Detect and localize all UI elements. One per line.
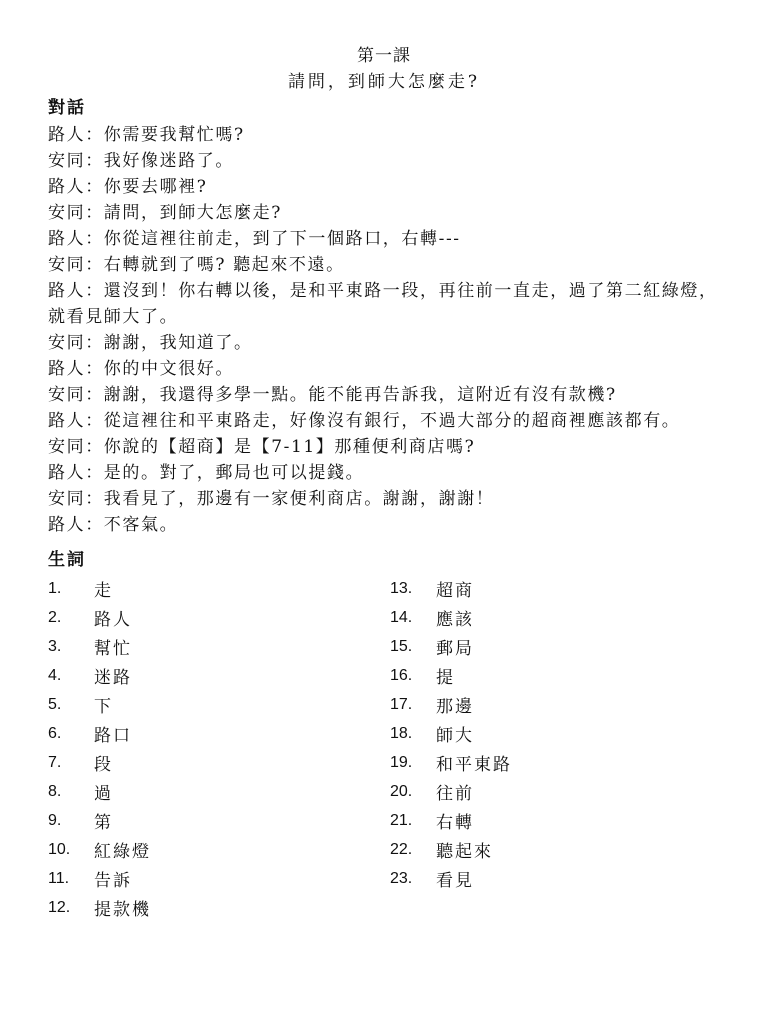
vocab-item: [48, 864, 151, 893]
vocab-item: [48, 893, 151, 922]
vocab-item: [48, 748, 151, 777]
vocab-item: [390, 719, 512, 748]
dialog-line: 安同：右轉就到了嗎? 聽起來不遠。: [48, 255, 345, 275]
vocab-item: [48, 690, 151, 719]
vocab-number: 4.: [48, 666, 62, 684]
vocab-number: 18.: [390, 724, 413, 742]
dialog-line: 路人：還沒到！你右轉以後，是和平東路一段，再往前一直走，過了第二紅綠燈，就看見師大了。: [48, 281, 718, 327]
vocab-number: 10.: [48, 840, 71, 858]
dialog-line: 路人：從這裡往和平東路走，好像沒有銀行，不過大部分的超商裡應該都有。: [48, 411, 681, 431]
vocab-number: 22.: [390, 840, 413, 858]
dialog-heading: 對話: [48, 98, 86, 118]
vocab-number: 13.: [390, 579, 413, 597]
vocab-number: 11.: [48, 869, 70, 887]
vocab-number: 12.: [48, 898, 71, 916]
vocab-heading: 生詞: [48, 550, 86, 570]
dialog-line: 路人：你要去哪裡?: [48, 177, 208, 197]
vocab-number: 15.: [390, 637, 413, 655]
dialog-line: 安同：我好像迷路了。: [48, 151, 234, 171]
vocab-word: 迷路: [94, 668, 132, 688]
vocab-word: 看見: [436, 871, 474, 891]
vocab-item: [390, 603, 512, 632]
dialog-line: 路人：你的中文很好。: [48, 359, 234, 379]
vocab-word: 紅綠燈: [94, 842, 151, 862]
vocab-word: 師大: [436, 726, 474, 746]
vocab-number: 7.: [48, 753, 62, 771]
vocab-word: 應該: [436, 610, 474, 630]
dialog-line: 安同：你說的【超商】是【7-11】那種便利商店嗎?: [48, 437, 476, 457]
vocab-list-left: [48, 574, 151, 922]
vocab-item: [48, 661, 151, 690]
vocab-word: 告訴: [94, 871, 132, 891]
vocab-number: 20.: [390, 782, 413, 800]
vocab-item: [390, 690, 512, 719]
vocab-number: 1.: [48, 579, 62, 597]
vocab-number: 23.: [390, 869, 413, 887]
dialog-line: 路人：你需要我幫忙嗎?: [48, 125, 245, 145]
vocab-word: 和平東路: [436, 755, 512, 775]
dialog-line: 安同：謝謝，我還得多學一點。能不能再告訴我，這附近有沒有款機?: [48, 385, 617, 405]
vocab-number: 9.: [48, 811, 62, 829]
vocab-item: [390, 806, 512, 835]
vocab-word: 路口: [94, 726, 132, 746]
vocab-word: 走: [94, 581, 113, 601]
vocab-item: [48, 603, 151, 632]
vocab-number: 5.: [48, 695, 62, 713]
dialog-line: 路人：是的。對了，郵局也可以提錢。: [48, 463, 365, 483]
vocab-word: 幫忙: [94, 639, 132, 659]
vocab-number: 8.: [48, 782, 62, 800]
dialog-section: [48, 122, 720, 538]
vocab-item: [48, 719, 151, 748]
vocab-number: 16.: [390, 666, 413, 684]
lesson-title: 請問，到師大怎麼走?: [287, 72, 481, 92]
vocab-item: [390, 748, 512, 777]
vocab-item: [390, 661, 512, 690]
vocab-item: [48, 777, 151, 806]
vocab-word: 往前: [436, 784, 474, 804]
dialog-line: 路人：不客氣。: [48, 515, 179, 535]
vocab-word: 過: [94, 784, 113, 804]
vocab-item: [48, 574, 151, 603]
dialog-line: 安同：謝謝，我知道了。: [48, 333, 253, 353]
vocab-word: 第: [94, 813, 113, 833]
vocab-number: 2.: [48, 608, 62, 626]
vocab-list-right: [390, 574, 512, 893]
vocab-word: 段: [94, 755, 113, 775]
vocab-word: 下: [94, 697, 113, 717]
dialog-line: 安同：請問，到師大怎麼走?: [48, 203, 282, 223]
vocab-number: 6.: [48, 724, 62, 742]
vocab-word: 路人: [94, 610, 132, 630]
vocab-word: 聽起來: [436, 842, 493, 862]
dialog-line: 安同：我看見了，那邊有一家便利商店。謝謝，謝謝！: [48, 489, 495, 509]
vocab-word: 提: [436, 668, 455, 688]
vocab-word: 提款機: [94, 900, 151, 920]
vocab-number: 19.: [390, 753, 413, 771]
vocab-number: 17.: [390, 695, 413, 713]
vocab-item: [390, 835, 512, 864]
vocab-word: 超商: [436, 581, 474, 601]
vocab-item: [48, 632, 151, 661]
vocab-number: 3.: [48, 637, 62, 655]
vocab-item: [390, 632, 512, 661]
vocab-item: [390, 574, 512, 603]
vocab-item: [390, 777, 512, 806]
dialog-line: 路人：你從這裡往前走，到了下一個路口，右轉---: [48, 229, 461, 249]
vocab-item: [390, 864, 512, 893]
vocab-item: [48, 835, 151, 864]
vocab-item: [48, 806, 151, 835]
vocab-number: 14.: [390, 608, 413, 626]
vocab-number: 21.: [390, 811, 413, 829]
vocab-word: 那邊: [436, 697, 474, 717]
lesson-number: 第一課: [357, 46, 411, 66]
vocab-word: 右轉: [436, 813, 474, 833]
vocab-word: 郵局: [436, 639, 474, 659]
